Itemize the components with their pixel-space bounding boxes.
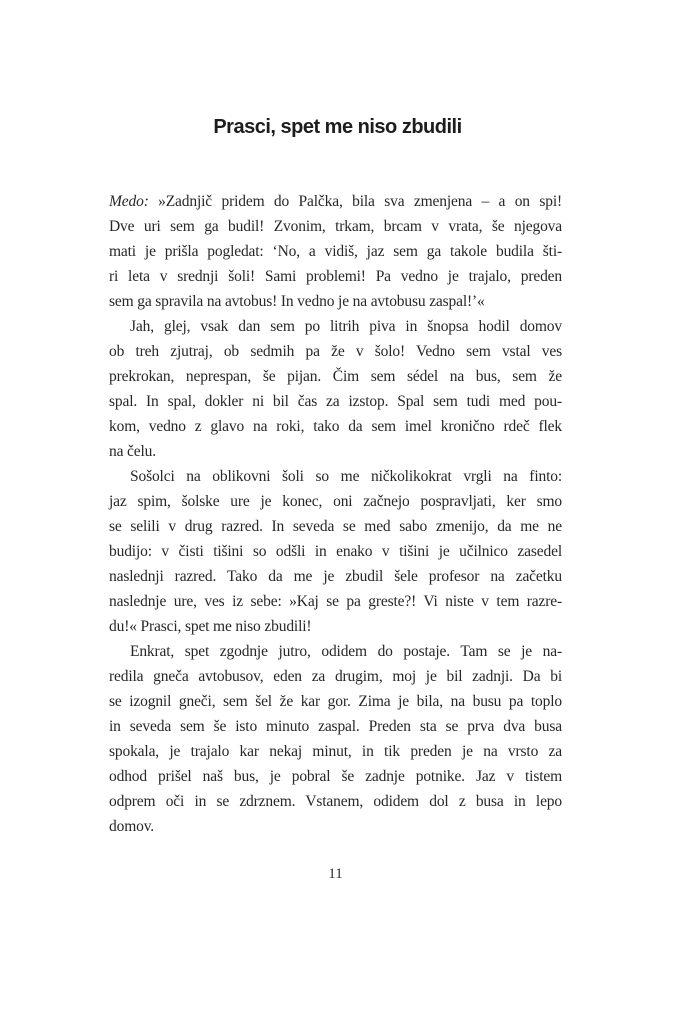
text-line: sem ga spravila na avtobus! In vedno je na avtobusu zaspal!’« [109,293,485,310]
text-line: mati je prišla pogledat: ‘No, a vidiš, jaz sem ga takole budila šti- [109,243,562,260]
text-line: redila gneča avtobusov, eden za drugim, moj je bil zadnji. Da bi [109,668,562,685]
paragraph [109,314,562,464]
text-line: Jah, glej, vsak dan sem po litrih piva in šnopsa hodil domov [130,318,562,335]
paragraph [109,639,562,839]
chapter-title: Prasci, spet me niso zbudili [213,116,462,138]
text-line: domov. [109,818,155,835]
text-line: spal. In spal, dokler ni bil čas za izstop. Spal sem tudi med pou- [109,393,562,410]
text-line: naslednje ure, ves iz sebe: »Kaj se pa greste?! Vi niste v tem razre- [109,593,562,610]
page-number: 11 [328,866,343,882]
text-line: in seveda sem še isto minuto zaspal. Preden sta se prva dva busa [109,718,562,735]
text-line: Medo: »Zadnjič pridem do Palčka, bila sva zmenjena – a on spi! [109,193,562,210]
text-line: odhod prišel naš bus, je pobral še zadnje potnike. Jaz v tistem [109,768,562,785]
speaker-name: Medo: [109,193,149,210]
text-line: spokala, je trajalo kar nekaj minut, in tik preden je na vrsto za [109,743,562,760]
text-line: jaz spim, šolske ure je konec, oni začnejo pospravljati, ker smo [109,493,562,510]
text-line: kom, vedno z glavo na roki, tako da sem imel kronično rdeč flek [109,418,562,435]
text-line: na čelu. [109,443,156,460]
text-line: budijo: v čisti tišini so odšli in enako v tišini je učilnico zasedel [109,543,562,560]
text-line: prekrokan, neprespan, še pijan. Čim sem sédel na bus, sem že [109,368,562,385]
text-line: Dve uri sem ga budil! Zvonim, trkam, brcam v vrata, še njegova [109,218,562,235]
paragraph [109,464,562,639]
text-line: du!« Prasci, spet me niso zbudili! [109,618,312,635]
paragraph [109,189,562,314]
text-line: Sošolci na oblikovni šoli so me ničkolikokrat vrgli na finto: [130,468,562,485]
text-line: naslednji razred. Tako da me je zbudil šele profesor na začetku [109,568,562,585]
text-line: ri leta v srednji šoli! Sami problemi! Pa vedno je trajalo, preden [109,268,562,285]
text-line: odprem oči in se zdrznem. Vstanem, odidem dol z busa in lepo [109,793,562,810]
text-line: ob treh zjutraj, ob sedmih pa že v šolo! Vedno sem vstal ves [109,343,562,360]
text-block [109,189,562,839]
text-line: se izognil gneči, sem šel že kar gor. Zima je bila, na busu pa toplo [109,693,562,710]
text-line: se selili v drug razred. In seveda se med sabo zmenijo, da me ne [109,518,562,535]
text-line: Enkrat, spet zgodnje jutro, odidem do postaje. Tam se je na- [130,643,562,660]
